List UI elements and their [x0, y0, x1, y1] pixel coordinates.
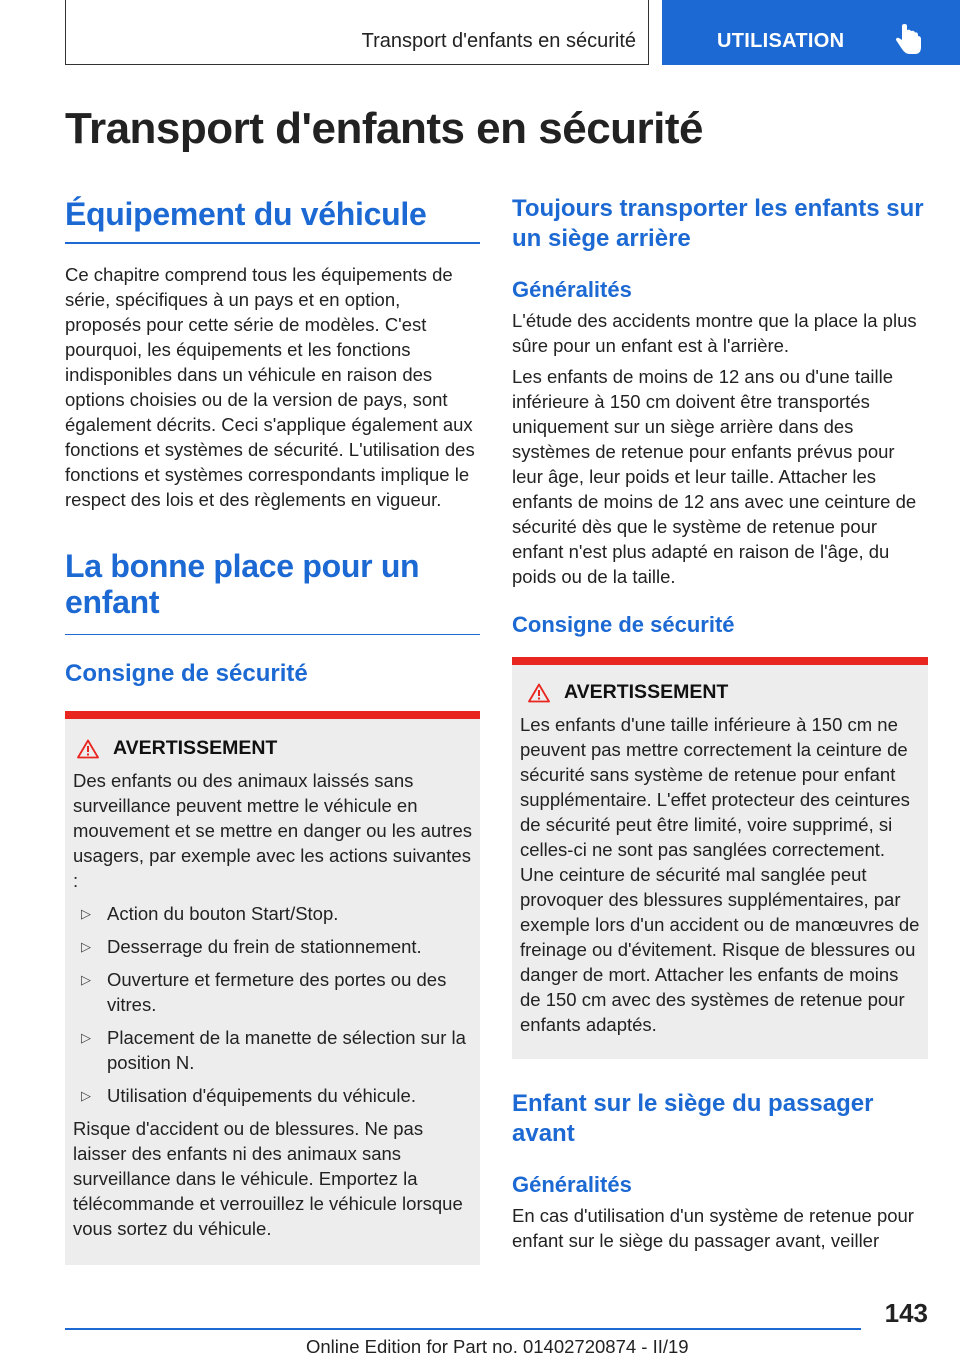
warning-text: Les enfants d'une taille inférieure à 150 cm ne peuvent pas mettre correctement la ceinture de sécurité sans système de retenue pour enfant supplémentaire. L'effet protecteur des ceintures de sécurité peut être limité, voire supprimé, si celles-ci ne sont pas sanglées correctement. Une ceinture de sécurité mal sanglée peut provoquer des blessures supplémentaires, par exemple lors d'un accident ou de manœuvres de freinage ou d'évitement. Risque de blessures ou danger de mort. Attacher les enfants de moins de 150 cm avec des systèmes de retenue pour enfants adaptés. [520, 714, 920, 1035]
generalites-paragraph-2: Les enfants de moins de 12 ans ou d'une taille inférieure à 150 cm doivent être transportés uniquement sur un siège arrière dans des systèmes de retenue pour enfants prévus pour leur âge, leur poids et leur taille. Attacher les enfants de moins de 12 ans avec une ceinture de sécurité dès que le système de retenue pour enfant n'est plus adapté en raison de l'âge, du poids ou de la taille. [512, 366, 917, 587]
page-title: Transport d'enfants en sécurité [65, 104, 704, 153]
warning-header [520, 681, 920, 704]
heading-bonne-place: La bonne place pour un enfant [65, 547, 420, 620]
triangle-bullet-icon: ▷ [81, 906, 91, 921]
header-chapter-label: UTILISATION [717, 30, 845, 52]
heading-rule [65, 634, 480, 636]
footer-rule [65, 1328, 861, 1330]
header-section-title: Transport d'enfants en sécurité [361, 30, 636, 52]
right-column [512, 190, 928, 1253]
warning-box [512, 657, 928, 1059]
page-number: 143 [884, 1298, 928, 1328]
triangle-bullet-icon: ▷ [81, 939, 91, 954]
pointing-hand-icon [896, 24, 922, 56]
warning-triangle-icon [528, 683, 550, 703]
left-column [65, 190, 480, 1265]
warning-triangle-icon [77, 739, 99, 759]
warning-intro: Des enfants ou des animaux laissés sans surveillance peuvent mettre le véhicule en mouvement et se mettre en danger ou les autres usagers, par exemple avec les actions suivantes : [73, 770, 472, 891]
heading-rule [65, 242, 480, 244]
header-section-box [65, 0, 649, 65]
heading-generalites: Généralités [512, 277, 632, 302]
triangle-bullet-icon: ▷ [81, 1088, 91, 1103]
list-item: ▷ Action du bouton Start/Stop. [73, 901, 472, 926]
list-item: ▷ Placement de la manette de sélection sur la position N. [73, 1025, 472, 1075]
warning-outro: Risque d'accident ou de blessures. Ne pas laisser des enfants ni des animaux sans surveillance dans le véhicule. Emportez la télécommande et verrouillez le véhicule lorsque vous sortez du véhicule. [73, 1118, 463, 1239]
heading-equipement: Équipement du véhicule [65, 196, 427, 232]
triangle-bullet-icon: ▷ [81, 972, 91, 987]
warning-title: AVERTISSEMENT [113, 737, 278, 759]
warning-box [65, 711, 480, 1265]
heading-siege-arriere: Toujours transporter les enfants sur un siège arrière [512, 195, 924, 252]
list-item: ▷ Ouverture et fermeture des portes ou des vitres. [73, 967, 472, 1017]
list-item: ▷ Desserrage du frein de stationnement. [73, 934, 472, 959]
heading-consigne-securite: Consigne de sécurité [65, 660, 308, 687]
header-chapter-tab[interactable] [662, 0, 960, 65]
footer-edition: Online Edition for Part no. 01402720874 - II/19 [306, 1336, 689, 1357]
generalites-paragraph-1: L'étude des accidents montre que la place la plus sûre pour un enfant est à l'arrière. [512, 310, 917, 356]
triangle-bullet-icon: ▷ [81, 1030, 91, 1045]
list-item: ▷ Utilisation d'équipements du véhicule. [73, 1083, 472, 1108]
heading-consigne-securite: Consigne de sécurité [512, 612, 735, 637]
warning-header [73, 737, 472, 760]
passager-paragraph: En cas d'utilisation d'un système de retenue pour enfant sur le siège du passager avant, veiller [512, 1205, 914, 1251]
warning-title: AVERTISSEMENT [564, 681, 729, 703]
heading-passager-avant: Enfant sur le siège du passager avant [512, 1090, 874, 1147]
heading-generalites: Généralités [512, 1172, 632, 1197]
equipement-paragraph: Ce chapitre comprend tous les équipements de série, spécifiques à un pays et en option, proposés pour cette série de modèles. C'est pourquoi, les équipements et les fonctions indisponibles dans un véhicule en raison des options choisies ou de la version de pays, sont également décrits. Ceci s'applique également aux fonctions et systèmes de sécurité. L'utilisation des fonctions et systèmes correspondants implique le respect des lois et des règlements en vigueur. [65, 263, 475, 510]
